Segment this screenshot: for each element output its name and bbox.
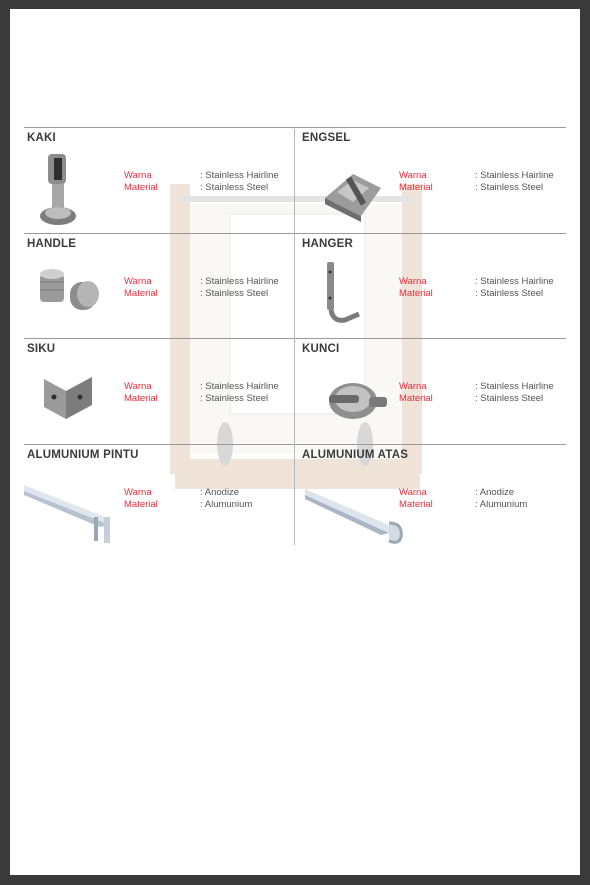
product-title: HANGER (302, 238, 354, 250)
spec-row (124, 487, 252, 499)
spec-value: : Alumunium (200, 499, 253, 510)
spec-value: : Stainless Hairline (200, 276, 279, 287)
spec-row (124, 499, 252, 511)
spec-list (399, 170, 554, 194)
spec-label: Warna (124, 487, 152, 498)
product-title: HANDLE (27, 238, 77, 250)
product-kaki (24, 128, 294, 232)
catalog-page (10, 9, 580, 875)
spec-row (399, 499, 527, 511)
spec-list (399, 381, 554, 405)
spec-row (124, 381, 279, 393)
product-title: ALUMUNIUM ATAS (302, 449, 409, 461)
spec-value: : Stainless Steel (475, 288, 544, 299)
spec-value: : Stainless Steel (475, 182, 544, 193)
spec-row (399, 170, 554, 182)
spec-row (399, 487, 527, 499)
spec-value: : Stainless Hairline (200, 381, 279, 392)
spec-row (399, 381, 554, 393)
spec-row (124, 182, 279, 194)
coat-hook-icon (309, 256, 389, 336)
spec-row (124, 393, 279, 405)
spec-value: : Stainless Hairline (200, 170, 279, 181)
product-title: ALUMUNIUM PINTU (27, 449, 139, 461)
product-handle (24, 234, 294, 338)
spec-value: : Stainless Hairline (475, 276, 554, 287)
spec-label: Material (399, 499, 433, 510)
spec-value: : Anodize (475, 487, 515, 498)
spec-label: Warna (124, 170, 152, 181)
product-alumunium-pintu (24, 445, 294, 549)
aluminium-top-rail-icon (305, 467, 405, 547)
stainless-foot-icon (30, 150, 110, 230)
column-divider (294, 129, 295, 545)
product-title: KUNCI (302, 343, 340, 355)
spec-value: : Stainless Steel (475, 393, 544, 404)
spec-row (124, 288, 279, 300)
spec-label: Material (124, 393, 158, 404)
spec-label: Warna (399, 381, 427, 392)
spec-label: Material (124, 182, 158, 193)
lock-indicator-icon (315, 361, 395, 441)
spec-label: Material (399, 288, 433, 299)
product-alumunium-atas (299, 445, 569, 549)
spec-label: Warna (399, 170, 427, 181)
aluminium-door-profile-icon (24, 467, 119, 547)
spec-value: : Stainless Hairline (475, 170, 554, 181)
product-title: ENGSEL (302, 132, 351, 144)
spec-value: : Stainless Steel (200, 182, 269, 193)
spec-value: : Stainless Hairline (475, 381, 554, 392)
hinge-icon (317, 150, 397, 230)
spec-row (124, 276, 279, 288)
spec-row (399, 182, 554, 194)
spec-row (124, 170, 279, 182)
corner-bracket-icon (30, 361, 110, 441)
spec-list (124, 381, 279, 405)
product-hanger (299, 234, 569, 338)
product-title: SIKU (27, 343, 56, 355)
product-title: KAKI (27, 132, 56, 144)
spec-value: : Stainless Steel (200, 288, 269, 299)
spec-label: Warna (399, 487, 427, 498)
spec-label: Material (124, 499, 158, 510)
spec-list (399, 276, 554, 300)
spec-value: : Anodize (200, 487, 240, 498)
spec-list (399, 487, 527, 511)
spec-label: Warna (399, 276, 427, 287)
spec-value: : Alumunium (475, 499, 528, 510)
spec-label: Material (399, 182, 433, 193)
product-siku (24, 339, 294, 443)
spec-label: Material (399, 393, 433, 404)
spec-row (399, 393, 554, 405)
spec-value: : Stainless Steel (200, 393, 269, 404)
product-engsel (299, 128, 569, 232)
spec-label: Warna (124, 381, 152, 392)
door-knob-icon (30, 256, 110, 336)
spec-list (124, 487, 252, 511)
spec-label: Warna (124, 276, 152, 287)
spec-list (124, 276, 279, 300)
product-kunci (299, 339, 569, 443)
spec-row (399, 288, 554, 300)
spec-row (399, 276, 554, 288)
spec-label: Material (124, 288, 158, 299)
spec-list (124, 170, 279, 194)
